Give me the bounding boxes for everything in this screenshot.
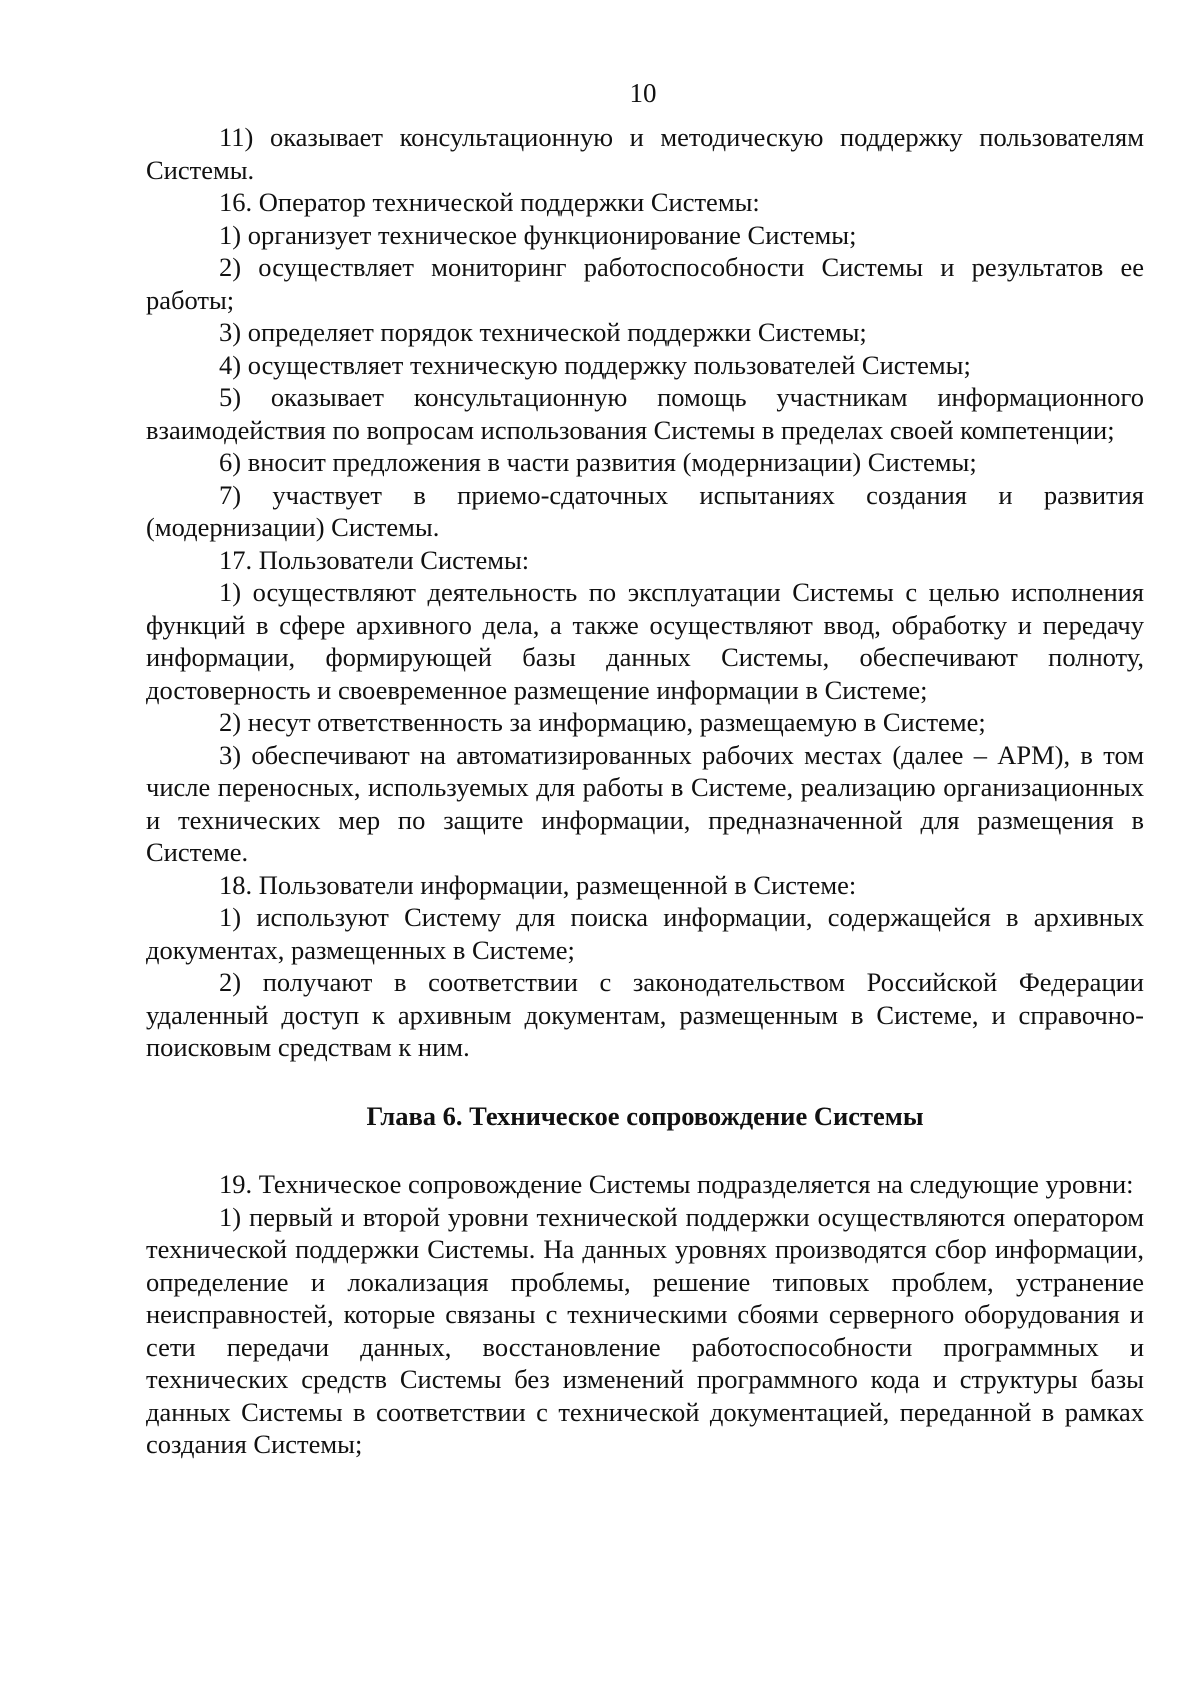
paragraph-item-11-consulting: 11) оказывает консультационную и методическую поддержку пользователям Системы. (146, 122, 1144, 185)
paragraph-16-item-1: 1) организует техническое функционирование Системы; (219, 219, 857, 250)
paragraph-section-17-heading: 17. Пользователи Системы: (219, 544, 530, 575)
paragraph-17-item-1: 1) осуществляют деятельность по эксплуатации Системы с целью исполнения функций в сфере архивного дела, а также осуществляют ввод, обработку и передачу информации, формирующей базы данных Системы, обеспечивают полноту, достоверность и своевременное размещение информации в Системе; (146, 577, 1144, 705)
page-number: 10 (629, 78, 657, 108)
paragraph-16-item-6: 6) вносит предложения в части развития (модернизации) Системы; (219, 447, 977, 477)
paragraph-16-item-5: 5) оказывает консультационную помощь участникам информационного взаимодействия по вопросам использования Системы в пределах своей компетенции; (146, 382, 1144, 445)
paragraph-16-item-7: 7) участвует в приемо-сдаточных испытаниях создания и развития (модернизации) Системы. (146, 479, 1144, 542)
paragraph-section-16-heading: 16. Оператор технической поддержки Системы: (219, 187, 760, 217)
paragraph-section-19-heading: 19. Техническое сопровождение Системы подразделяется на следующие уровни: (219, 1169, 1134, 1199)
document-body (146, 121, 1144, 1461)
chapter-heading: Глава 6. Техническое сопровождение Системы (366, 1100, 924, 1131)
paragraph-17-item-3: 3) обеспечивают на автоматизированных рабочих местах (далее – АРМ), в том числе переносных, используемых для работы в Системе, реализацию организационных и технических мер по защите информации, предназначенной для размещения в Системе. (146, 739, 1144, 867)
paragraph-section-18-heading: 18. Пользователи информации, размещенной в Системе: (219, 869, 857, 900)
paragraph-18-item-2: 2) получают в соответствии с законодательством Российской Федерации удаленный доступ к архивным документам, размещенным в Системе, и справочно-поисковым средствам к ним. (146, 967, 1144, 1062)
paragraph-16-item-2: 2) осуществляет мониторинг работоспособности Системы и результатов ее работы; (146, 252, 1144, 315)
paragraph-16-item-4: 4) осуществляет техническую поддержку пользователей Системы; (219, 349, 971, 380)
paragraph-17-item-2: 2) несут ответственность за информацию, размещаемую в Системе; (219, 707, 986, 737)
paragraph-16-item-3: 3) определяет порядок технической поддержки Системы; (219, 317, 867, 347)
paragraph-18-item-1: 1) используют Систему для поиска информации, содержащейся в архивных документах, размещенных в Системе; (146, 902, 1144, 965)
paragraph-19-item-1: 1) первый и второй уровни технической поддержки осуществляются оператором технической поддержки Системы. На данных уровнях производятся сбор информации, определение и локализация проблемы, решение типовых проблем, устранение неисправностей, которые связаны с техническими сбоями серверного оборудования и сети передачи данных, восстановление работоспособности программных и технических средств Системы без изменений программного кода и структуры базы данных Системы в соответствии с технической документацией, переданной в рамках создания Системы; (146, 1201, 1144, 1459)
